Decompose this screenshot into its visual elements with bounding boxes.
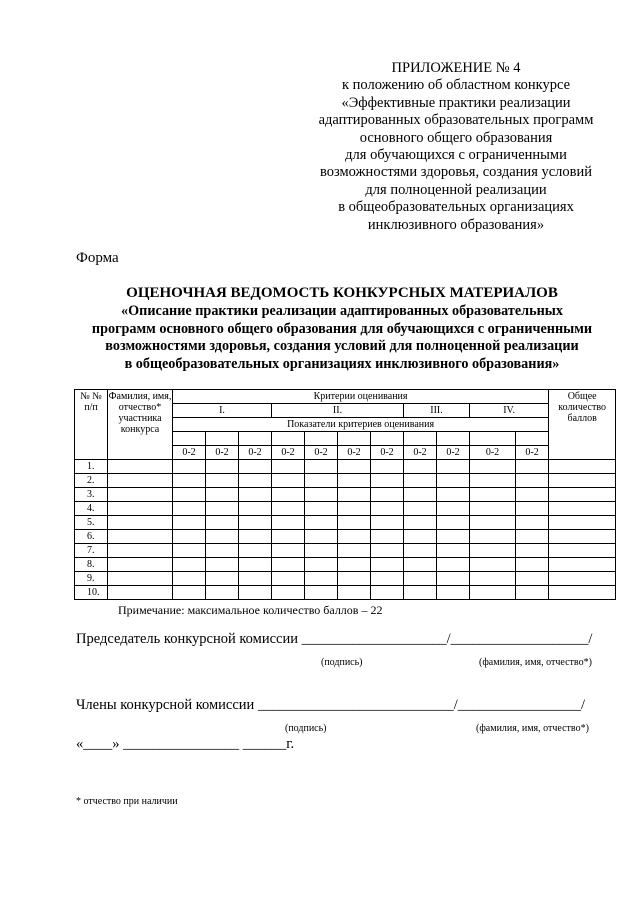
table-cell [206, 516, 239, 530]
table-cell [206, 502, 239, 516]
table-cell [549, 530, 616, 544]
col-header-number: № № п/п [75, 390, 108, 460]
table-cell [272, 502, 305, 516]
table-cell [371, 572, 404, 586]
table-row [75, 586, 616, 600]
table-cell [239, 544, 272, 558]
table-cell [516, 558, 549, 572]
appendix-line: для полноценной реализации [365, 181, 547, 198]
appendix-line: «Эффективные практики реализации [341, 94, 571, 111]
table-cell [516, 516, 549, 530]
table-cell [437, 460, 470, 474]
appendix-title: ПРИЛОЖЕНИЕ № 4 [391, 60, 521, 76]
criterion-label: II. [272, 404, 404, 418]
indicators-header: Показатели критериев оценивания [173, 418, 549, 432]
table-cell [437, 544, 470, 558]
table-cell [371, 544, 404, 558]
table-cell [272, 586, 305, 600]
table-cell [338, 474, 371, 488]
table-cell [239, 502, 272, 516]
table-cell [173, 474, 206, 488]
criteria-header: Критерии оценивания [173, 390, 549, 404]
table-cell [239, 460, 272, 474]
table-cell [206, 558, 239, 572]
table-cell [338, 586, 371, 600]
members-name-caption: (фамилия, имя, отчество*) [476, 723, 589, 734]
table-cell [470, 544, 516, 558]
table-cell [549, 460, 616, 474]
table-cell [305, 544, 338, 558]
table-cell [108, 474, 173, 488]
table-cell [470, 530, 516, 544]
indicator-cell [516, 432, 549, 446]
table-cell [437, 530, 470, 544]
chairman-name-caption: (фамилия, имя, отчество*) [479, 657, 592, 668]
table-cell [371, 502, 404, 516]
chairman-sign-caption: (подпись) [321, 657, 363, 668]
indicator-cell [206, 432, 239, 446]
table-cell [173, 516, 206, 530]
row-number: 9. [75, 572, 108, 586]
members-signature-line: Члены конкурсной комиссии ___________________________/_________________/ [76, 697, 586, 713]
row-number: 6. [75, 530, 108, 544]
col-header-participant: Фамилия, имя, отчество* участника конкурса [108, 390, 173, 460]
table-cell [272, 530, 305, 544]
score-range: 0-2 [437, 446, 470, 460]
table-cell [206, 572, 239, 586]
table-cell [272, 544, 305, 558]
table-cell [516, 460, 549, 474]
table-cell [239, 558, 272, 572]
table-cell [272, 488, 305, 502]
table-cell [305, 488, 338, 502]
table-cell [549, 516, 616, 530]
table-cell [470, 502, 516, 516]
table-row [75, 488, 616, 502]
score-range: 0-2 [338, 446, 371, 460]
table-cell [516, 586, 549, 600]
table-cell [437, 474, 470, 488]
table-cell [437, 586, 470, 600]
appendix-header [306, 60, 606, 234]
table-cell [437, 516, 470, 530]
indicator-cell [272, 432, 305, 446]
indicator-cell [338, 432, 371, 446]
table-row [75, 558, 616, 572]
table-cell [239, 572, 272, 586]
table-cell [437, 558, 470, 572]
table-cell [371, 530, 404, 544]
row-number: 4. [75, 502, 108, 516]
score-range: 0-2 [272, 446, 305, 460]
table-cell [371, 516, 404, 530]
indicator-cell [305, 432, 338, 446]
table-cell [404, 586, 437, 600]
table-cell [206, 530, 239, 544]
table-cell [173, 460, 206, 474]
table-cell [272, 516, 305, 530]
row-number: 7. [75, 544, 108, 558]
table-cell [173, 530, 206, 544]
table-cell [338, 558, 371, 572]
table-cell [272, 474, 305, 488]
table-cell [239, 516, 272, 530]
table-row [75, 572, 616, 586]
table-cell [206, 460, 239, 474]
table-cell [206, 488, 239, 502]
table-cell [549, 544, 616, 558]
table-cell [173, 572, 206, 586]
table-cell [437, 572, 470, 586]
footnote: * отчество при наличии [76, 796, 178, 807]
table-cell [516, 530, 549, 544]
title-subtitle-line: программ основного общего образования для обучающихся с ограниченными [91, 320, 593, 337]
table-body [75, 460, 616, 600]
table-cell [108, 572, 173, 586]
appendix-line: адаптированных образовательных программ [318, 112, 594, 129]
table-cell [549, 572, 616, 586]
table-cell [305, 460, 338, 474]
table-cell [371, 460, 404, 474]
table-cell [108, 488, 173, 502]
table-cell [404, 516, 437, 530]
table-row [75, 516, 616, 530]
table-cell [549, 502, 616, 516]
table-cell [516, 488, 549, 502]
table-cell [404, 502, 437, 516]
table-cell [516, 544, 549, 558]
criterion-label: III. [404, 404, 470, 418]
title-main: ОЦЕНОЧНАЯ ВЕДОМОСТЬ КОНКУРСНЫХ МАТЕРИАЛОВ [126, 285, 558, 301]
table-cell [108, 586, 173, 600]
score-range: 0-2 [371, 446, 404, 460]
table-cell [338, 516, 371, 530]
title-subtitle-line: возможностями здоровья, создания условий для полноценной реализации [105, 338, 579, 355]
table-cell [108, 460, 173, 474]
table-cell [470, 572, 516, 586]
table-cell [173, 544, 206, 558]
table-cell [470, 516, 516, 530]
table-cell [108, 558, 173, 572]
evaluation-table [74, 389, 616, 600]
criterion-label: IV. [470, 404, 549, 418]
score-range: 0-2 [404, 446, 437, 460]
table-row [75, 474, 616, 488]
table-cell [338, 460, 371, 474]
table-cell [516, 474, 549, 488]
score-range: 0-2 [173, 446, 206, 460]
appendix-line: в общеобразовательных организациях [338, 199, 574, 216]
appendix-line: для обучающихся с ограниченными [345, 147, 567, 164]
score-range: 0-2 [239, 446, 272, 460]
table-cell [404, 488, 437, 502]
table-cell [404, 530, 437, 544]
table-cell [239, 586, 272, 600]
table-row [75, 530, 616, 544]
table-cell [470, 558, 516, 572]
table-cell [371, 474, 404, 488]
table-cell [206, 544, 239, 558]
table-cell [338, 544, 371, 558]
document-title [70, 284, 614, 374]
row-number: 8. [75, 558, 108, 572]
table-cell [338, 502, 371, 516]
date-line: «____» ________________ ______г. [76, 736, 295, 752]
table-cell [371, 558, 404, 572]
score-range: 0-2 [516, 446, 549, 460]
table-cell [108, 530, 173, 544]
table-cell [549, 474, 616, 488]
table-cell [404, 474, 437, 488]
table-cell [206, 474, 239, 488]
table-cell [305, 558, 338, 572]
members-sign-caption: (подпись) [285, 723, 327, 734]
table-cell [516, 502, 549, 516]
table-cell [305, 572, 338, 586]
table-cell [305, 586, 338, 600]
row-number: 1. [75, 460, 108, 474]
row-number: 3. [75, 488, 108, 502]
table-cell [437, 502, 470, 516]
table-cell [305, 530, 338, 544]
table-cell [239, 474, 272, 488]
table-cell [404, 572, 437, 586]
table-cell [108, 544, 173, 558]
title-subtitle-line: «Описание практики реализации адаптированных образовательных [121, 303, 563, 319]
table-row [75, 460, 616, 474]
indicator-cell [173, 432, 206, 446]
table-cell [404, 558, 437, 572]
table-row [75, 544, 616, 558]
row-number: 2. [75, 474, 108, 488]
table-cell [239, 488, 272, 502]
table-cell [516, 572, 549, 586]
table-cell [206, 586, 239, 600]
table-cell [549, 586, 616, 600]
form-label: Форма [76, 250, 119, 266]
appendix-line: инклюзивного образования» [367, 216, 545, 233]
appendix-line: возможностями здоровья, создания условий [319, 164, 593, 181]
table-cell [173, 488, 206, 502]
table-cell [305, 502, 338, 516]
table-cell [371, 586, 404, 600]
table-cell [404, 544, 437, 558]
row-number: 5. [75, 516, 108, 530]
appendix-line: к положению об областном конкурсе [341, 77, 571, 94]
table-row [75, 502, 616, 516]
table-cell [108, 516, 173, 530]
table-cell [470, 474, 516, 488]
indicator-cell [470, 432, 516, 446]
score-range: 0-2 [305, 446, 338, 460]
table-cell [437, 488, 470, 502]
table-cell [338, 572, 371, 586]
chairman-signature-line: Председатель конкурсной комиссии ____________________/___________________/ [76, 631, 593, 647]
row-number: 10. [75, 586, 108, 600]
title-subtitle-line: в общеобразовательных организациях инклюзивного образования» [124, 356, 560, 373]
table-cell [338, 530, 371, 544]
table-cell [371, 488, 404, 502]
table-cell [549, 488, 616, 502]
table-cell [404, 460, 437, 474]
table-cell [305, 474, 338, 488]
table-cell [173, 502, 206, 516]
table-cell [470, 460, 516, 474]
table-cell [173, 558, 206, 572]
col-header-total: Общее количество баллов [549, 390, 616, 460]
indicator-cell [437, 432, 470, 446]
indicator-cell [404, 432, 437, 446]
table-note: Примечание: максимальное количество баллов – 22 [118, 603, 383, 617]
score-range: 0-2 [470, 446, 516, 460]
table-cell [549, 558, 616, 572]
indicator-cell [239, 432, 272, 446]
table-cell [272, 558, 305, 572]
table-cell [108, 502, 173, 516]
table-cell [173, 586, 206, 600]
table-cell [305, 516, 338, 530]
table-cell [272, 572, 305, 586]
appendix-line: основного общего образования [359, 129, 553, 146]
table-cell [239, 530, 272, 544]
indicator-cell [371, 432, 404, 446]
score-range: 0-2 [206, 446, 239, 460]
criterion-label: I. [173, 404, 272, 418]
table-cell [272, 460, 305, 474]
table-cell [338, 488, 371, 502]
table-cell [470, 488, 516, 502]
table-cell [470, 586, 516, 600]
